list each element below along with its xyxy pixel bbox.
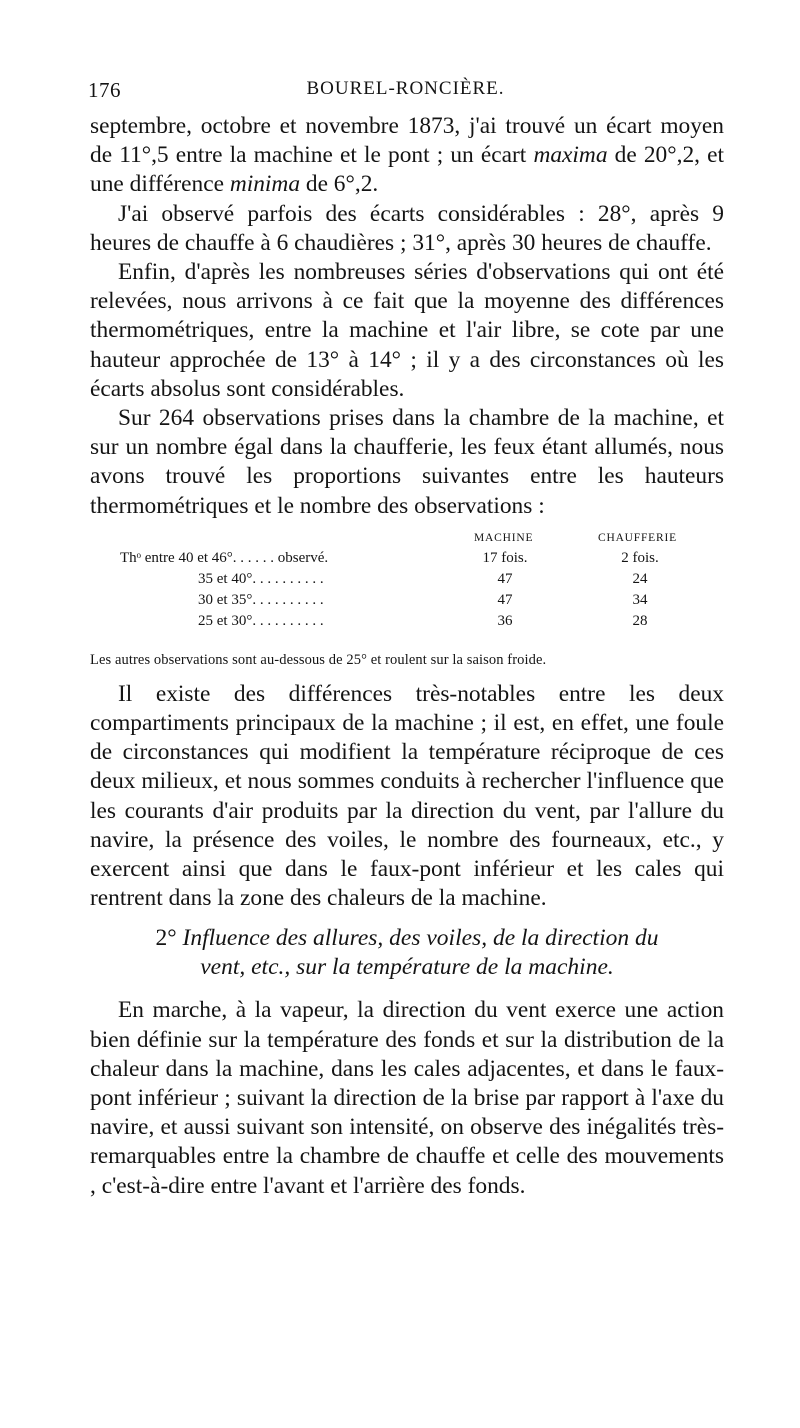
section-number: 2°: [155, 925, 177, 952]
paragraph-5: Il existe des différences très-notables entre les deux compartiments principaux de la machine ; il est, en effet, une foule de circonstances qui modifient la température réciproque de ces deux milieux, et nous sommes conduits à rechercher l'influence que les courants d'air produits par la direction du vent, par l'allure du navire, la présence des voiles, le nombre des fourneaux, etc., y exercent ainsi que dans le faux-pont inférieur et les cales qui rentrent dans la zone des chaleurs de la machine.: [90, 680, 724, 912]
row-label: 35 et 40°. . . . . . . . . .: [198, 570, 324, 587]
paragraph-1: septembre, octobre et novembre 1873, j'ai trouvé un écart moyen de 11°,5 entre la machine et le pont ; un écart maxima de 20°,2, et une différence minima de 6°,2.: [90, 113, 724, 198]
chaufferie-value: 24: [632, 570, 648, 587]
table-note: Les autres observations sont au-dessous de 25° et roulent sur la saison froide.: [90, 651, 547, 668]
section-title-line-1: Influence des allures, des voiles, de la direction du: [182, 925, 659, 952]
paragraph-6: En marche, à la vapeur, la direction du vent exerce une action bien définie sur la température des fonds et sur la distribution de la chaleur dans la machine, dans les cales adjacentes, et dans le faux-pont inférieur ; suivant la direction de la brise par rapport à l'axe du navire, et aussi suivant son intensité, on observe des inégalités très-remarquables entre la chambre de chauffe et celle des mouvements , c'est-à-dire entre l'avant et l'arrière des fonds.: [90, 997, 724, 1199]
machine-value: 47: [497, 570, 513, 587]
page-number: 176: [88, 78, 121, 102]
running-title: BOUREL-RONCIÈRE.: [306, 78, 505, 99]
page-body: [90, 112, 724, 1201]
observations-table: [90, 528, 724, 680]
emphasis-minima: minima: [229, 171, 301, 198]
paragraph-3: Enfin, d'après les nombreuses séries d'observations qui ont été relevées, nous arrivons à ce fait que la moyenne des différences thermométriques, entre la machine et l'air libre, se cote par une hauteur approchée de 13° à 14° ; il y a des circonstances où les écarts absolus sont considérables.: [90, 259, 724, 402]
paragraph-4: Sur 264 observations prises dans la chambre de la machine, et sur un nombre égal dans la chaufferie, les feux étant allumés, nous avons trouvé les proportions suivantes entre les hauteurs thermométriques et le nombre des observations :: [90, 405, 724, 519]
table-row: [90, 611, 724, 632]
chaufferie-value: 2 fois.: [621, 549, 659, 566]
row-label: 25 et 30°. . . . . . . . . .: [198, 612, 324, 629]
machine-value: 36: [497, 612, 513, 629]
page-header: [88, 78, 723, 106]
column-header-chaufferie: CHAUFFERIE: [598, 531, 677, 544]
chaufferie-value: 34: [632, 591, 648, 608]
row-label: Thᵒ entre 40 et 46°. . . . . . observé.: [120, 549, 329, 566]
row-label: 30 et 35°. . . . . . . . . .: [198, 591, 324, 608]
chaufferie-value: 28: [632, 612, 648, 629]
machine-value: 47: [497, 591, 513, 608]
machine-value: 17 fois.: [482, 549, 528, 566]
paragraph-2: J'ai observé parfois des écarts considérables : 28°, après 9 heures de chauffe à 6 chaudières ; 31°, après 30 heures de chauffe.: [90, 200, 724, 256]
table-row: [90, 569, 724, 590]
column-header-machine: MACHINE: [474, 531, 534, 544]
emphasis-maxima: maxima: [533, 142, 608, 169]
table-row: [90, 548, 724, 569]
section-heading: [90, 924, 724, 982]
section-title-line-2: vent, etc., sur la température de la machine.: [200, 954, 614, 981]
table-row: [90, 590, 724, 611]
